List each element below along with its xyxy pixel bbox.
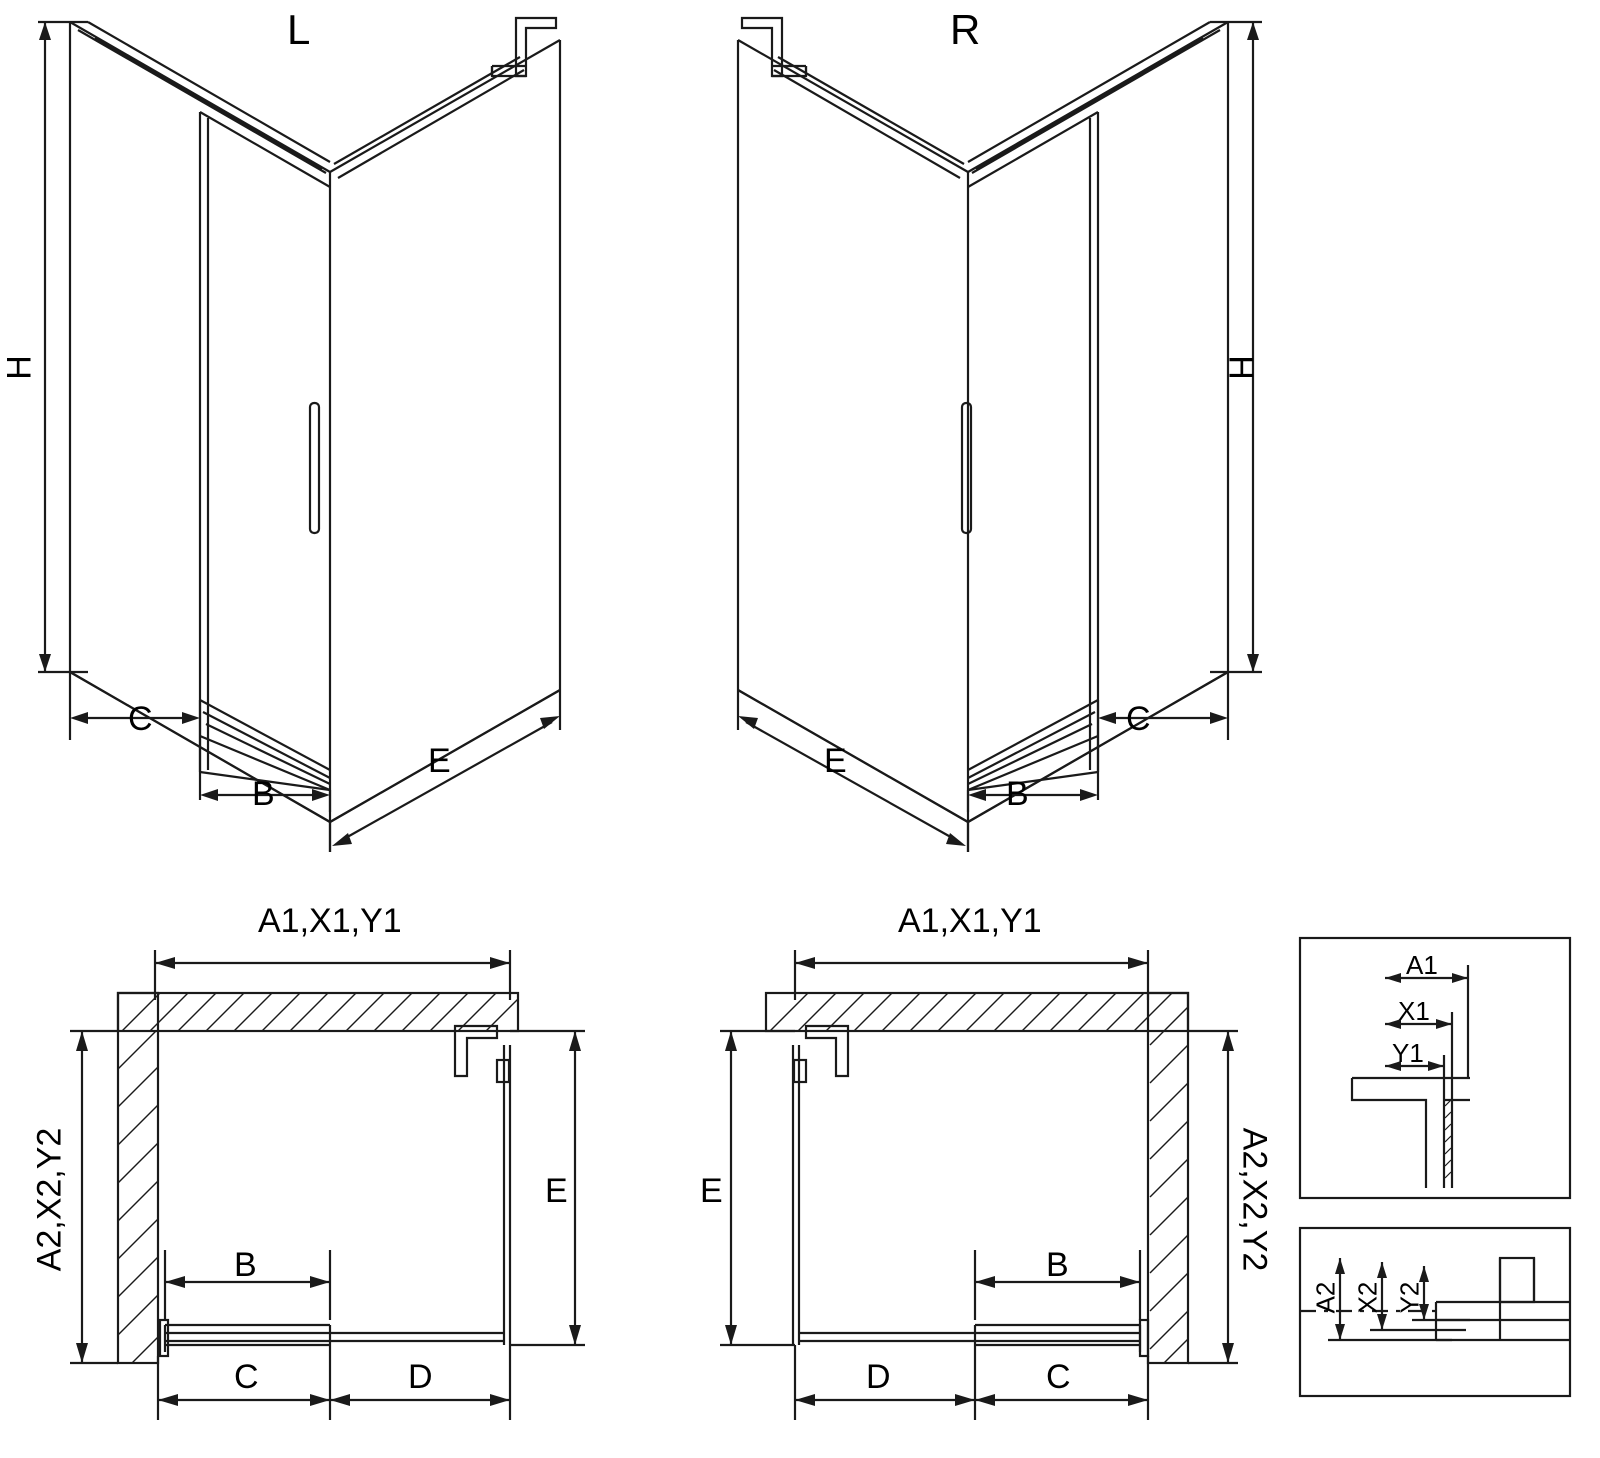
view-title-right: R	[950, 6, 981, 53]
iso-right-side-label: C	[1126, 700, 1151, 738]
plan-right-c-dim-label: C	[1046, 1358, 1071, 1396]
detail-bottom-x2-label: X2	[1352, 1281, 1383, 1314]
iso-left-side-label: C	[128, 700, 153, 738]
plan-right-d-dim-label: D	[866, 1358, 891, 1396]
plan-right-side-dim-label: A2,X2,Y2	[1235, 1127, 1274, 1272]
plan-left-right-dim-label: E	[545, 1172, 568, 1210]
detail-top-y1-label: Y1	[1392, 1038, 1424, 1068]
detail-bottom-y2-label: Y2	[1394, 1281, 1425, 1314]
detail-top-a1-label: A1	[1406, 950, 1438, 980]
iso-left-door-label: B	[252, 775, 275, 813]
detail-bottom-a2-label: A2	[1310, 1281, 1341, 1314]
plan-left-d-dim-label: D	[408, 1358, 433, 1396]
plan-right-door-dim-label: B	[1046, 1246, 1069, 1284]
iso-right-height-label: H	[1221, 355, 1260, 380]
plan-right-geometry	[720, 950, 1238, 1420]
plan-left-top-dim-label: A1,X1,Y1	[258, 902, 402, 940]
plan-left-door-dim-label: B	[234, 1246, 257, 1284]
iso-right-door-label: B	[1006, 775, 1029, 813]
detail-top-x1-label: X1	[1398, 996, 1430, 1026]
plan-right-top-dim-label: A1,X1,Y1	[898, 902, 1042, 940]
iso-right-geometry	[738, 18, 1262, 852]
plan-left-geometry	[70, 950, 585, 1420]
plan-right-left-dim-label: E	[700, 1172, 723, 1210]
plan-left-c-dim-label: C	[234, 1358, 259, 1396]
iso-left-geometry	[38, 18, 560, 852]
view-title-left: L	[287, 6, 311, 53]
iso-right-front-label: E	[824, 742, 847, 780]
iso-left-height-label: H	[0, 355, 39, 380]
iso-left-front-label: E	[428, 742, 451, 780]
plan-left-side-dim-label: A2,X2,Y2	[30, 1127, 69, 1272]
